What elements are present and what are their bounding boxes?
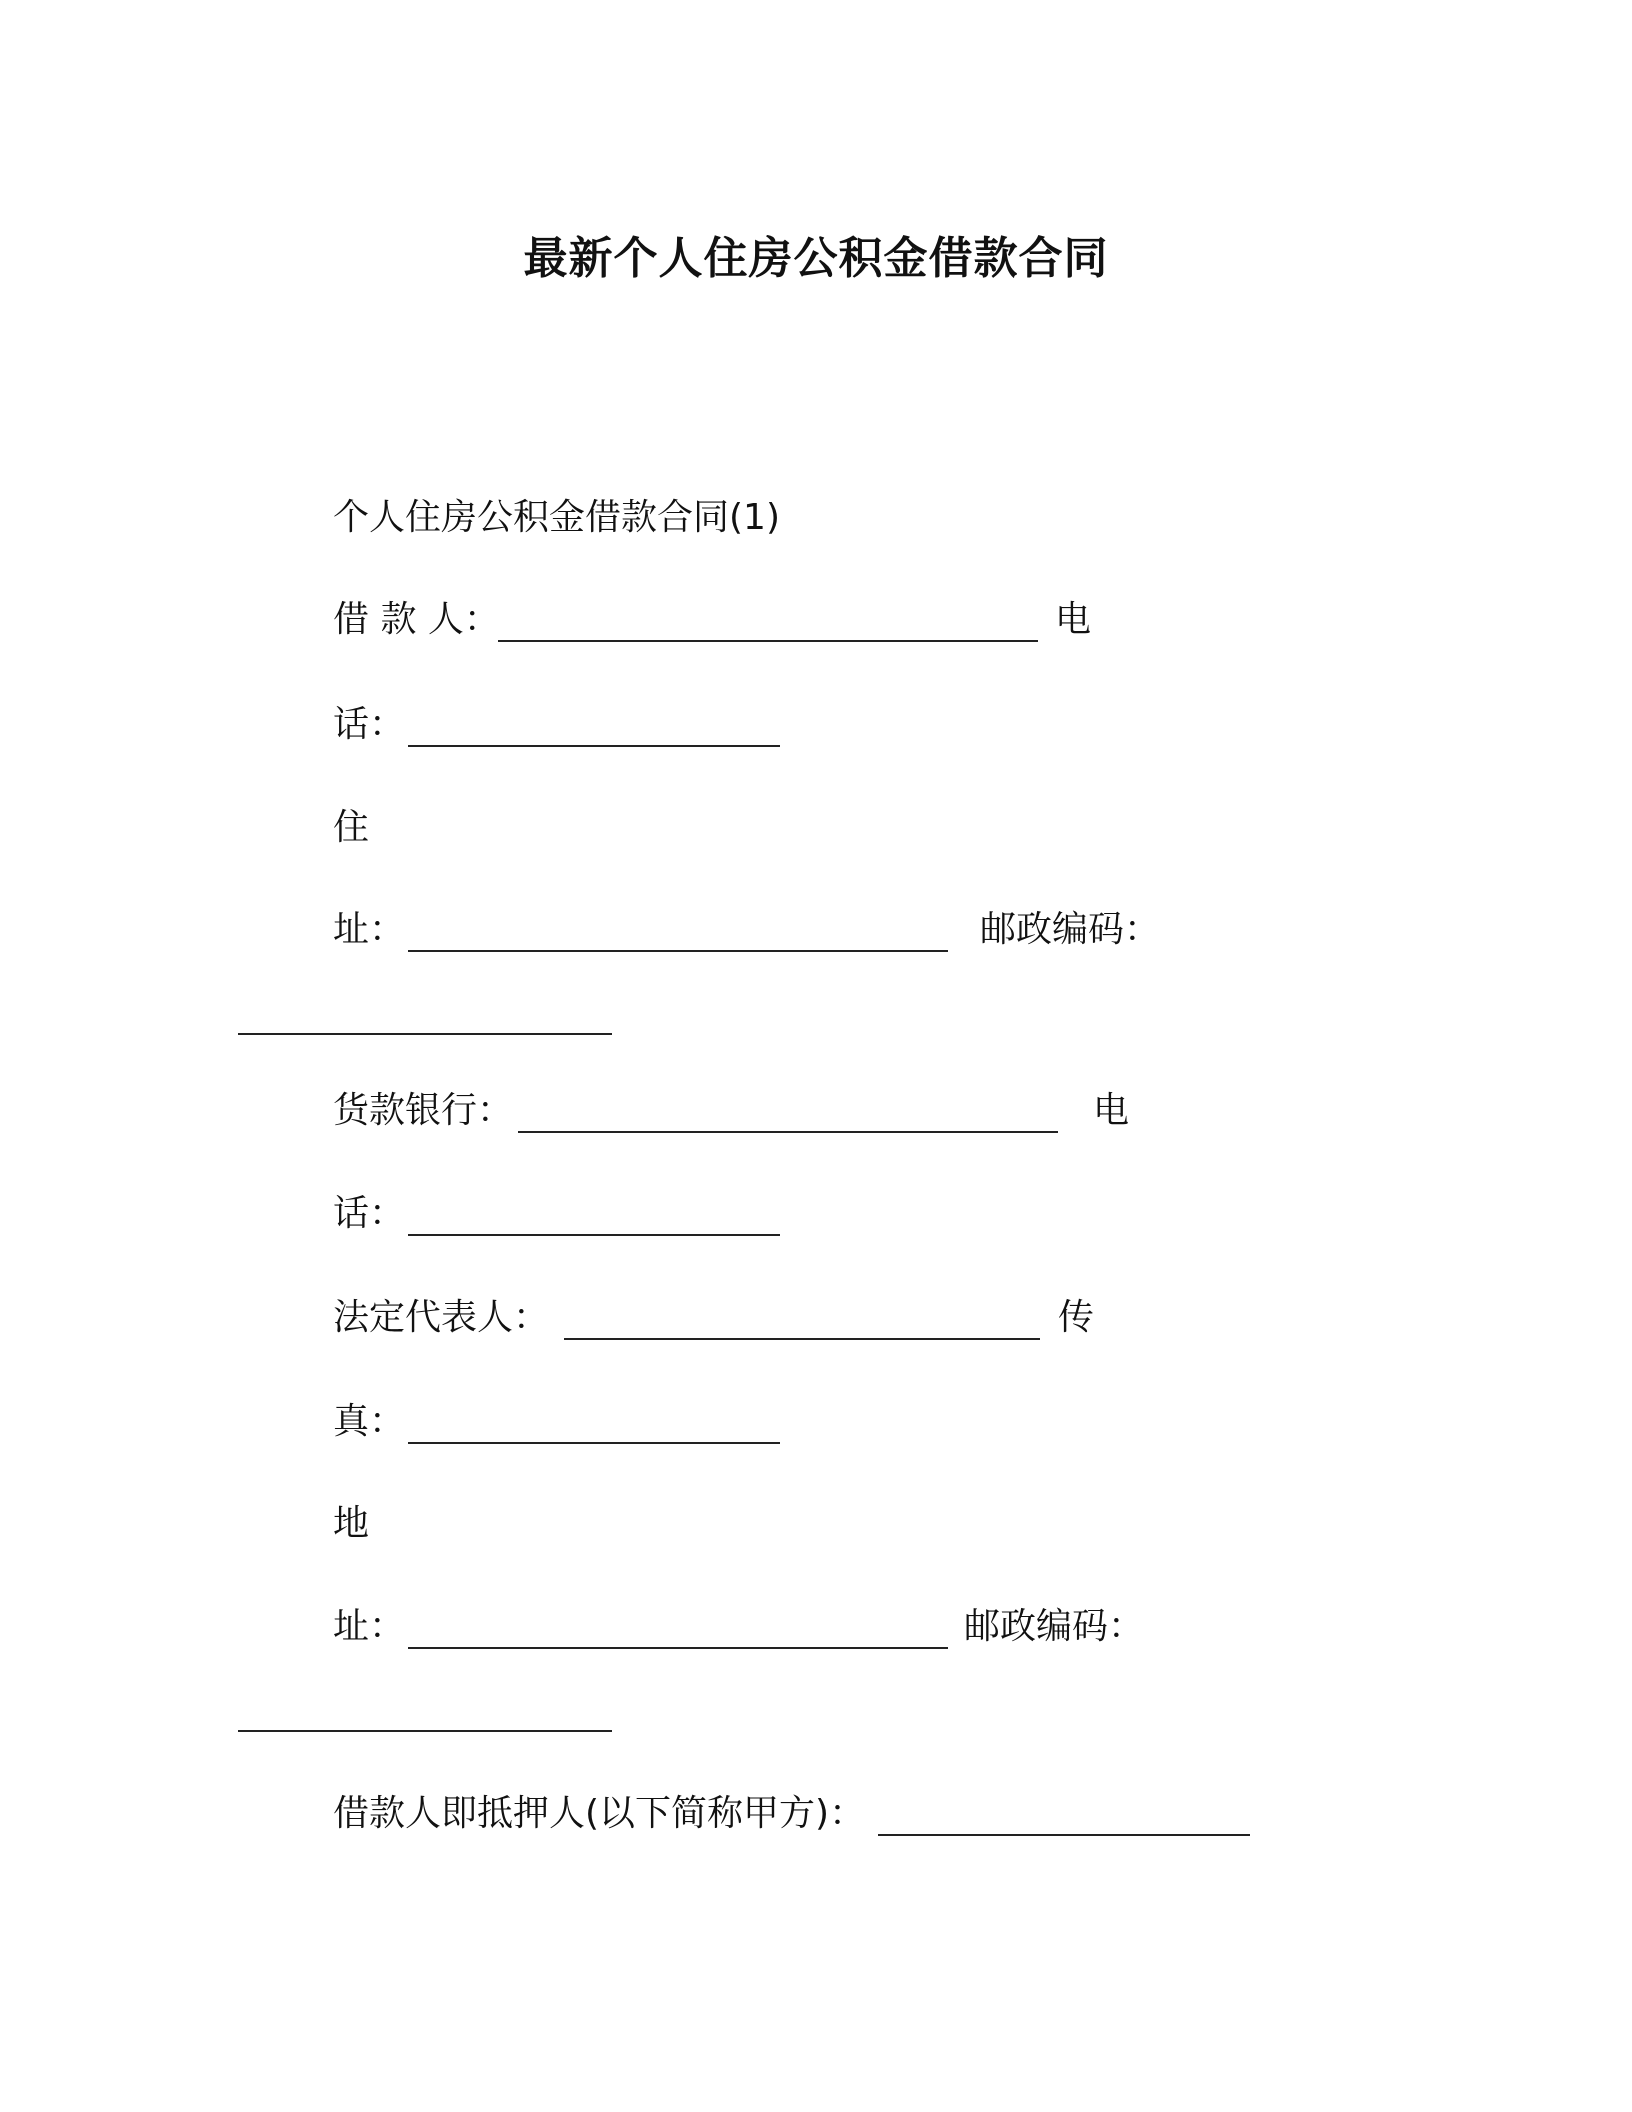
address-blank[interactable] <box>408 950 948 952</box>
legal-rep-label: 法定代表人： <box>333 1297 550 1338</box>
borrower-blank[interactable] <box>498 640 1038 642</box>
postal-code-blank[interactable] <box>238 1033 612 1035</box>
bank-phone-label-end: 话： <box>333 1193 406 1234</box>
phone-label-end: 话： <box>333 704 406 745</box>
address-label-end: 址： <box>333 909 406 950</box>
document-title: 最新个人住房公积金借款合同 <box>523 233 1109 284</box>
bank-postal-code-label: 邮政编码： <box>964 1606 1145 1647</box>
address-label-start: 住 <box>333 807 370 848</box>
contract-subtitle: 个人住房公积金借款合同(1) <box>333 497 780 538</box>
bank-postal-code-blank[interactable] <box>238 1730 612 1732</box>
bank-phone-label-start: 电 <box>1093 1090 1130 1131</box>
phone-blank[interactable] <box>408 745 780 747</box>
bank-blank[interactable] <box>518 1131 1058 1133</box>
party-a-blank[interactable] <box>878 1834 1250 1836</box>
legal-rep-blank[interactable] <box>564 1338 1040 1340</box>
borrower-label: 借 款 人： <box>333 599 500 640</box>
fax-blank[interactable] <box>408 1442 780 1444</box>
phone-label-start: 电 <box>1055 599 1092 640</box>
bank-label: 货款银行： <box>333 1090 514 1131</box>
bank-address-label-start: 地 <box>333 1503 370 1544</box>
party-a-label: 借款人即抵押人(以下简称甲方)： <box>333 1793 866 1834</box>
bank-address-blank[interactable] <box>408 1647 948 1649</box>
bank-phone-blank[interactable] <box>408 1234 780 1236</box>
fax-label-end: 真： <box>333 1401 406 1442</box>
fax-label-start: 传 <box>1058 1297 1095 1338</box>
postal-code-label: 邮政编码： <box>980 909 1161 950</box>
bank-address-label-end: 址： <box>333 1606 406 1647</box>
